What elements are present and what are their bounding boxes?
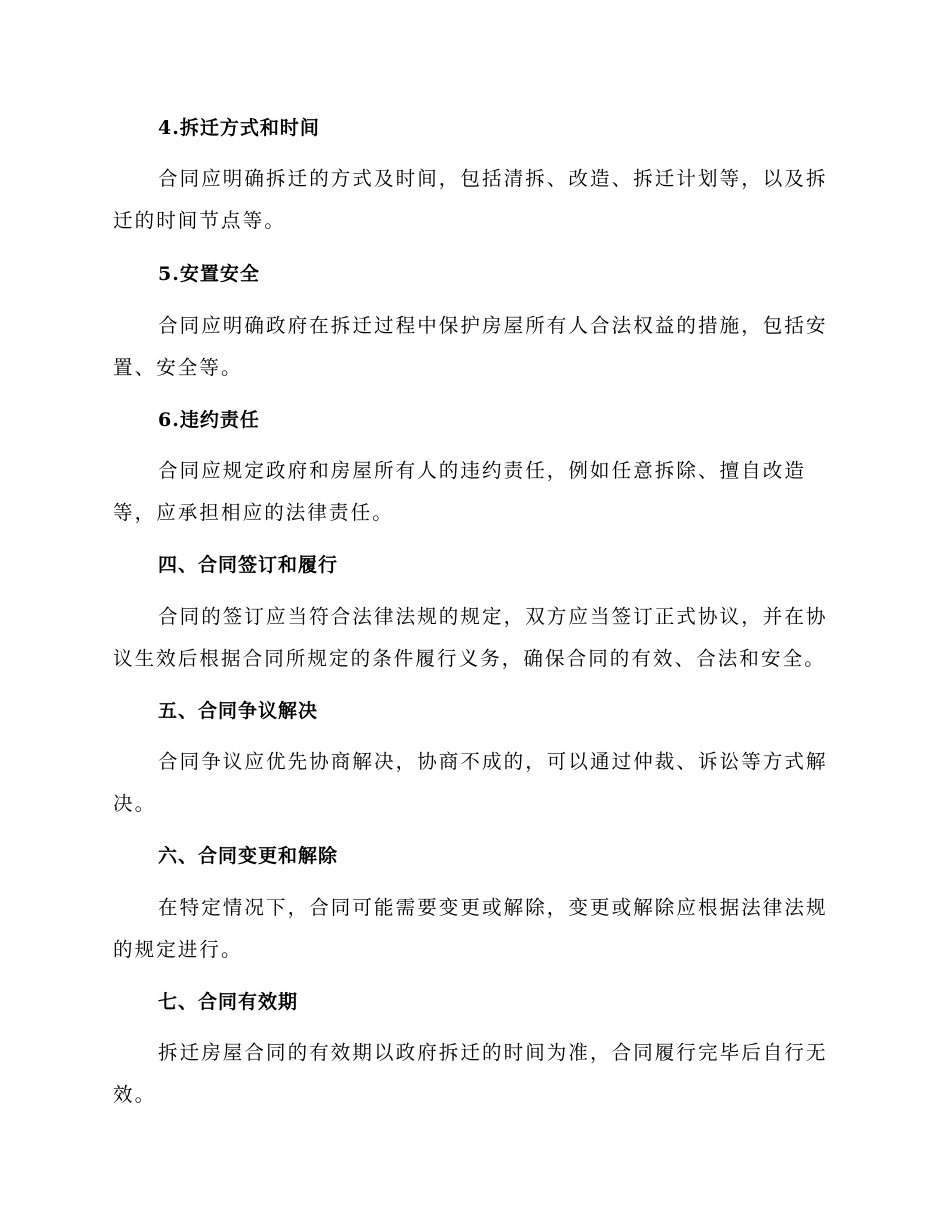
paragraph-line: 在特定情况下，合同可能需要变更或解除，变更或解除应根据法律法规 (158, 896, 828, 919)
section-heading: 6.违约责任 (158, 409, 260, 431)
section-heading: 五、合同争议解决 (158, 700, 319, 722)
paragraph-line: 议生效后根据合同所规定的条件履行义务，确保合同的有效、合法和安全。 (113, 647, 826, 670)
paragraph-line: 合同的签订应当符合法律法规的规定，双方应当签订正式协议，并在协 (158, 605, 828, 628)
section-paragraph (113, 741, 838, 825)
paragraph-line: 决。 (113, 792, 157, 815)
paragraph-line: 拆迁房屋合同的有效期以政府拆迁的时间为准，合同履行完毕后自行无 (158, 1041, 828, 1064)
section-paragraph (113, 596, 838, 680)
paragraph-line: 置、安全等。 (113, 356, 243, 379)
section-heading: 六、合同变更和解除 (158, 845, 339, 867)
section-heading: 七、合同有效期 (158, 991, 299, 1013)
section-heading: 5.安置安全 (158, 263, 260, 285)
section-paragraph (113, 887, 838, 971)
section-heading: 4.拆迁方式和时间 (158, 117, 320, 139)
paragraph-line: 合同应明确拆迁的方式及时间，包括清拆、改造、拆迁计划等，以及拆 (158, 167, 828, 190)
section-paragraph (113, 450, 838, 534)
paragraph-line: 合同应明确政府在拆迁过程中保护房屋所有人合法权益的措施，包括安 (158, 314, 828, 337)
paragraph-line: 等，应承担相应的法律责任。 (113, 501, 394, 524)
section-paragraph (113, 1032, 838, 1116)
section-paragraph (113, 305, 838, 389)
paragraph-line: 迁的时间节点等。 (113, 209, 286, 232)
paragraph-line: 合同争议应优先协商解决，协商不成的，可以通过仲裁、诉讼等方式解 (158, 750, 828, 773)
paragraph-line: 合同应规定政府和房屋所有人的违约责任，例如任意拆除、擅自改造 (158, 459, 807, 482)
section-paragraph (113, 158, 838, 242)
section-heading: 四、合同签订和履行 (158, 554, 339, 576)
paragraph-line: 的规定进行。 (113, 938, 243, 961)
paragraph-line: 效。 (113, 1083, 157, 1106)
